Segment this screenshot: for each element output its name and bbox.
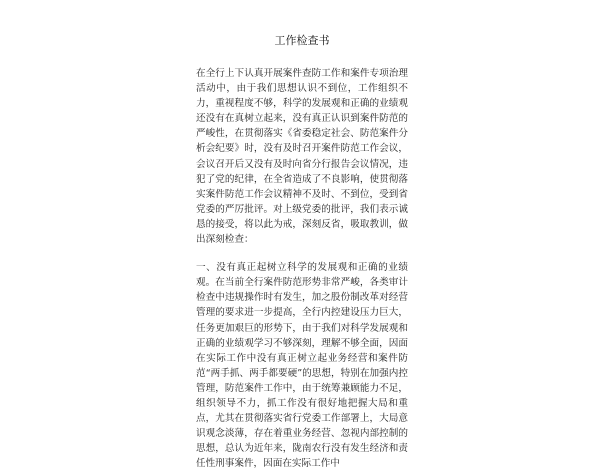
section-one-paragraph: 一、没有真正起树立科学的发展观和正确的业绩观。在当前全行案件防范形势非常严峻，各类审计检查中违规操作时有发生，加之股份制改革对经营管理的要求进一步提高，全行内控建设压力巨大，任务更加艰巨的形势下，由于我们对科学发展观和正确的业绩观学习不够深刻，理解不够全面，因面在实际工作中没有真正树立起业务经营和案件防范“两手抓、两手都要硬”的思想，特别在加强内控管理，防范案件工作中，由于统筹兼顾能力不足，组织领导不力，抓工作没有很好地把握大局和重点，尤其在贯彻落实省行党委工作部署上，大局意识观念淡薄，存在着重业务经营、忽视内部控制的思想，总认为近年来，陇南农行没有发生经济和责任性刑事案件，因面在实际工作中 [196,262,408,470]
document-title: 工作检查书 [274,34,330,47]
intro-paragraph: 在全行上下认真开展案件查防工作和案件专项治理活动中，由于我们思想认识不到位，工作组织不力，重视程度不够，科学的发展观和正确的业绩观还没有在真树立起来，没有真正认识到案件防范的严峻性，在贯彻落实《省委稳定社会、防范案件分析会纪要》时，没有及时召开案件防范工作会议，会议召开后又没有及时向省分行报告会议情况，违犯了党的纪律，在全省造成了不良影响，使贯彻落实案件防范工作会议精神不及时、不到位，受到省党委的严厉批评。对上级党委的批评，我们表示诚恳的接受，将以此为戒，深刻反省，吸取教训，做出深刻检查： [196,68,408,246]
document-page [196,34,408,470]
